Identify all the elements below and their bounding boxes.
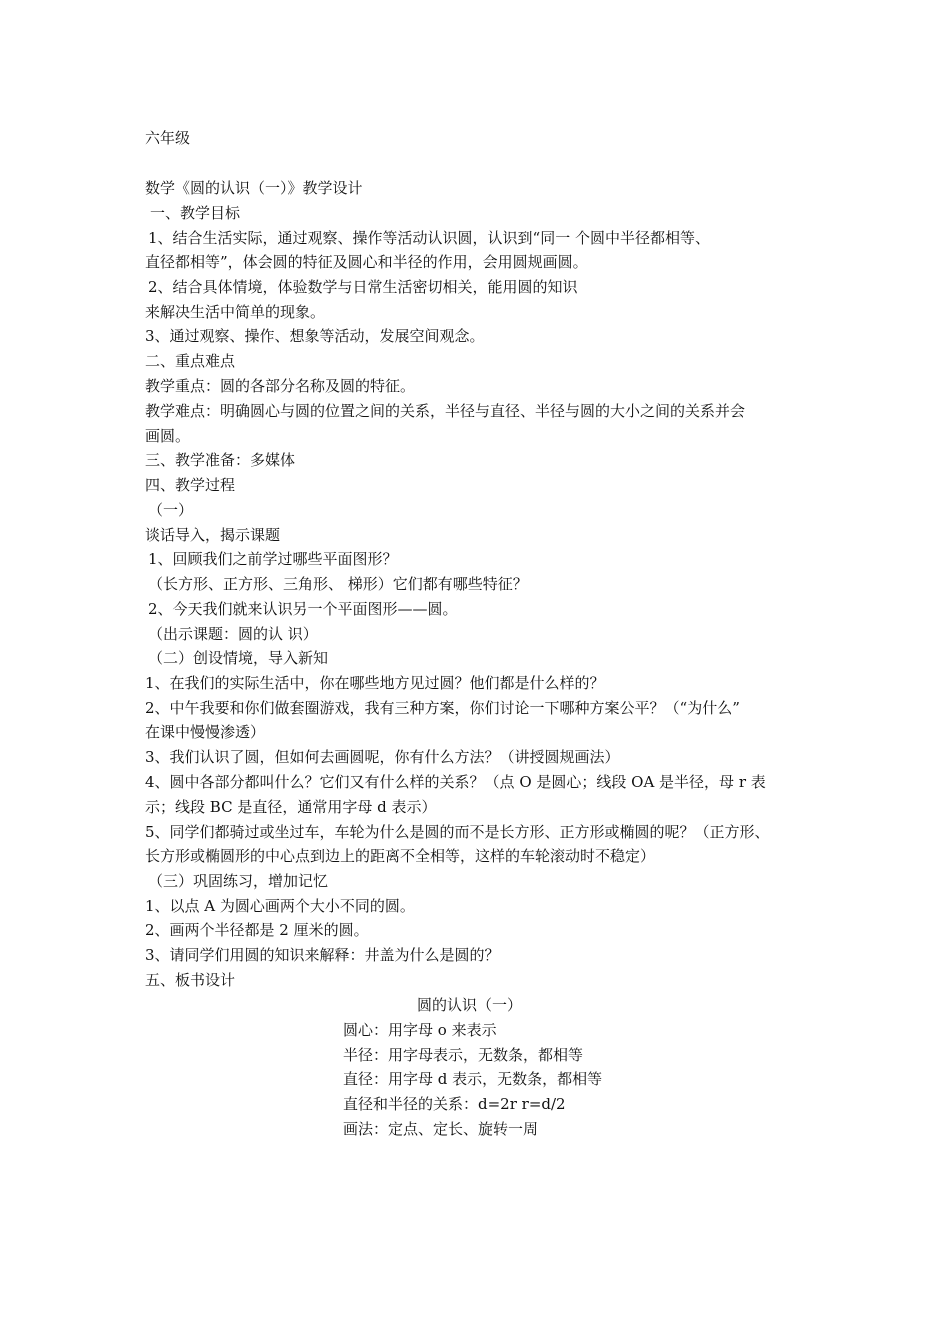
part-2-item-5-line-2: 长方形或椭圆形的中心点到边上的距离不全相等，这样的车轮滚动时不稳定）	[145, 847, 656, 865]
document-title: 数学《圆的认识（一）》教学设计	[145, 179, 363, 197]
part-3-item-3: 3、请同学们用圆的知识来解释：井盖为什么是圆的？	[145, 946, 500, 964]
section-4-heading: 四、教学过程	[145, 476, 236, 494]
difficulty-line-1: 教学难点：明确圆心与圆的位置之间的关系，半径与直径、半径与圆的大小之间的关系并会	[145, 402, 746, 420]
grade-label: 六年级	[145, 129, 191, 147]
part-1-label: （一）	[148, 501, 194, 519]
difficulty-line-2: 画圆。	[145, 427, 191, 445]
part-1-item-1: 1、回顾我们之前学过哪些平面图形？	[148, 550, 398, 568]
part-1-item-2: 2、今天我们就来认识另一个平面图形——圆。	[148, 600, 458, 618]
part-2-item-1: 1、在我们的实际生活中，你在哪些地方见过圆？他们都是什么样的？	[145, 674, 605, 692]
board-line-diameter: 直径：用字母 d 表示，无数条，都相等	[343, 1070, 603, 1088]
part-2-item-2-line-2: 在课中慢慢渗透）	[145, 723, 266, 741]
part-3-title: （三）巩固练习，增加记忆	[148, 872, 329, 890]
part-2-item-4-line-1: 4、圆中各部分都叫什么？它们又有什么样的关系？（点 O 是圆心；线段 OA 是半径，母 r 表	[145, 773, 766, 791]
goal-2-line-2: 来解决生活中简单的现象。	[145, 303, 326, 321]
board-title: 圆的认识（一）	[417, 996, 523, 1014]
goal-1-line-1: 1、结合生活实际，通过观察、操作等活动认识圆，认识到“同一 个圆中半径都相等、	[148, 229, 710, 247]
part-3-item-2: 2、画两个半径都是 2 厘米的圆。	[145, 921, 369, 939]
board-line-method: 画法：定点、定长、旋转一周	[343, 1120, 539, 1138]
part-2-item-4-line-2: 示；线段 BC 是直径，通常用字母 d 表示）	[145, 798, 437, 816]
part-2-item-3: 3、我们认识了圆，但如何去画圆呢，你有什么方法？（讲授圆规画法）	[145, 748, 620, 766]
part-2-item-5-line-1: 5、同学们都骑过或坐过车，车轮为什么是圆的而不是长方形、正方形或椭圆的呢？（正方形、	[145, 823, 770, 841]
goal-3: 3、通过观察、操作、想象等活动，发展空间观念。	[145, 327, 485, 345]
part-1-item-2-note: （出示课题：圆的认 识）	[148, 625, 318, 643]
section-5-heading: 五、板书设计	[145, 971, 236, 989]
part-3-item-1: 1、以点 A 为圆心画两个大小不同的圆。	[145, 897, 415, 915]
section-2-heading: 二、重点难点	[145, 352, 236, 370]
part-2-item-2-line-1: 2、中午我要和你们做套圈游戏，我有三种方案，你们讨论一下哪种方案公平？（“为什么”	[145, 699, 740, 717]
goal-2-line-1: 2、结合具体情境，体验数学与日常生活密切相关，能用圆的知识	[148, 278, 578, 296]
goal-1-line-2: 直径都相等”，体会圆的特征及圆心和半径的作用，会用圆规画圆。	[145, 253, 588, 271]
board-line-center: 圆心：用字母 o 来表示	[343, 1021, 497, 1039]
part-2-title: （二）创设情境，导入新知	[148, 649, 329, 667]
section-3-heading: 三、教学准备：多媒体	[145, 451, 296, 469]
part-1-title: 谈话导入，揭示课题	[145, 526, 281, 544]
part-1-item-1-note: （长方形、正方形、三角形、 梯形）它们都有哪些特征？	[148, 575, 528, 593]
key-point: 教学重点：圆的各部分名称及圆的特征。	[145, 377, 416, 395]
section-1-heading: 一、教学目标	[150, 204, 241, 222]
board-line-relation: 直径和半径的关系：d=2r r=d/2	[343, 1095, 566, 1113]
board-line-radius: 半径：用字母表示，无数条，都相等	[343, 1046, 584, 1064]
